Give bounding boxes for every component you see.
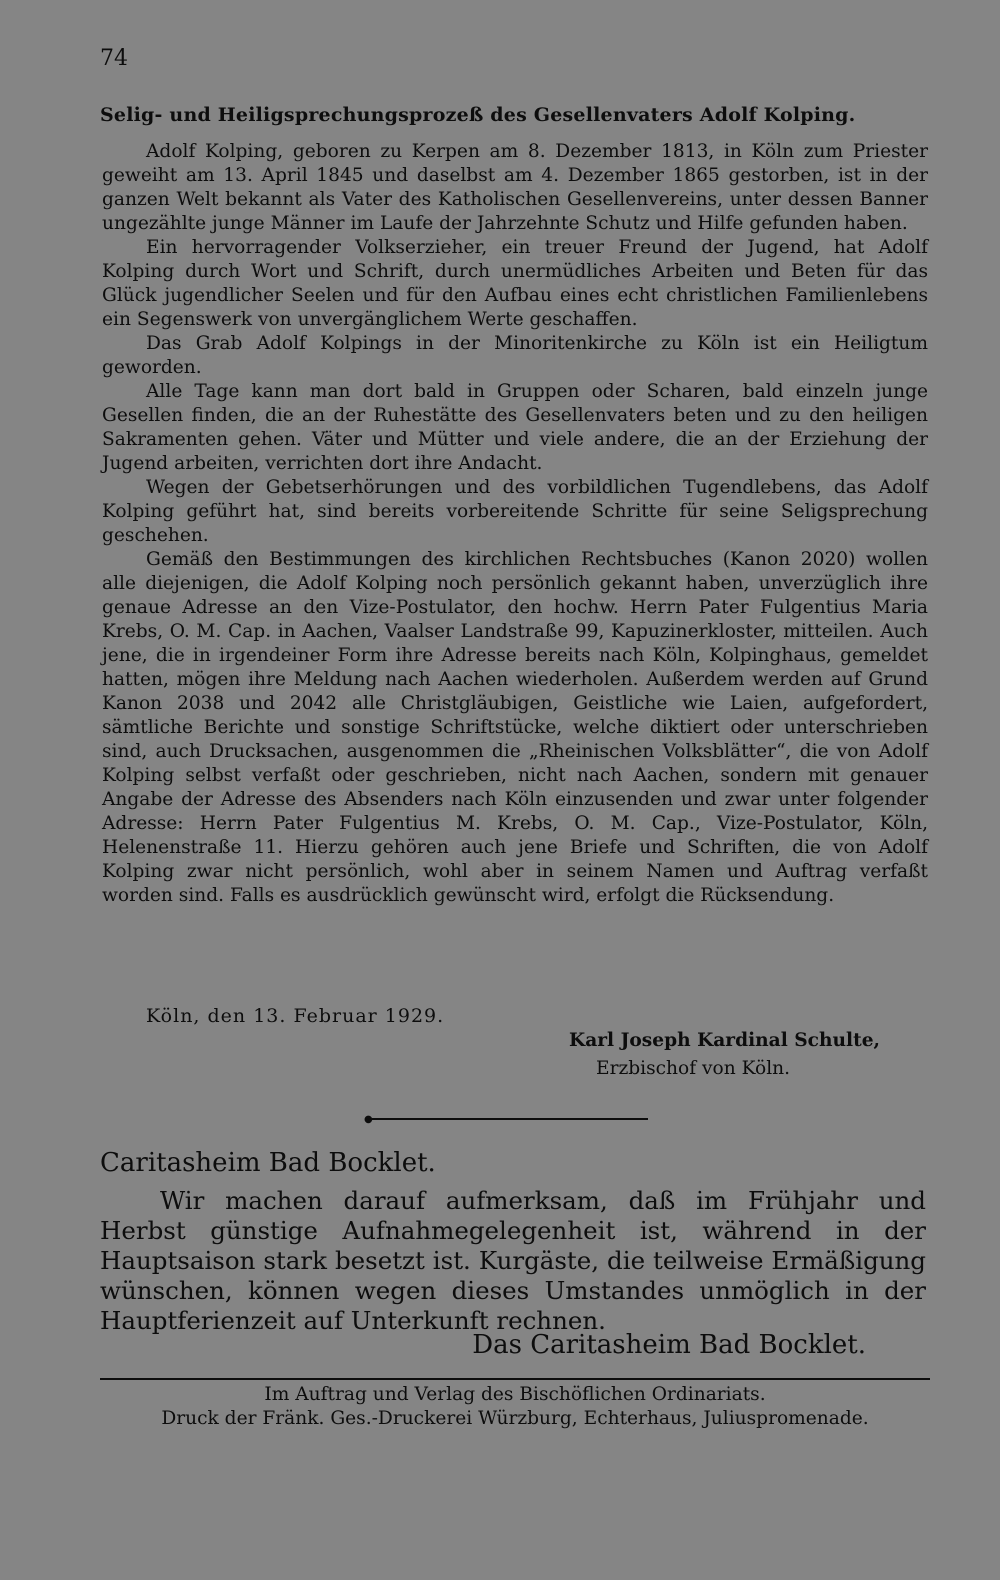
article-paragraph: Alle Tage kann man dort bald in Gruppen oder Scharen, bald einzeln junge Gesellen finden, die an der Ruhestätte des Gesellenvaters beten und zu den heiligen Sakramenten gehen. Väter und Mütter und viele andere, die an der Erziehung der Jugend arbeiten, verrichten dort ihre Andacht.	[102, 381, 928, 474]
signer-name: Karl Joseph Kardinal Schulte,	[569, 1030, 880, 1051]
article-body	[102, 140, 928, 908]
separator-dot: ●	[364, 1114, 373, 1125]
dateline: Köln, den 13. Februar 1929.	[146, 1005, 445, 1027]
notice-signature: Das Caritasheim Bad Bocklet.	[472, 1330, 866, 1360]
page-number: 74	[100, 46, 128, 71]
notice-heading: Caritasheim Bad Bocklet.	[100, 1148, 436, 1178]
article-heading: Selig- und Heiligsprechungsprozeß des Gesellenvaters Adolf Kolping.	[100, 104, 856, 126]
article-paragraph: Ein hervorragender Volkserzieher, ein treuer Freund der Jugend, hat Adolf Kolping durch Wort und Schrift, durch unermüdliches Arbeiten und Beten für das Glück jugendlicher Seelen und für den Aufbau eines echt christlichen Familienlebens ein Segenswerk von unvergänglichem Werte geschaffen.	[102, 237, 928, 330]
imprint-line-2: Druck der Fränk. Ges.-Druckerei Würzburg, Echterhaus, Juliuspromenade.	[161, 1408, 869, 1429]
section-divider	[372, 1118, 648, 1120]
imprint-line-1: Im Auftrag und Verlag des Bischöflichen Ordinariats.	[264, 1384, 766, 1405]
signer-title: Erzbischof von Köln.	[596, 1058, 791, 1079]
notice-paragraph: Wir machen darauf aufmerksam, daß im Frühjahr und Herbst günstige Aufnahmegelegenheit ist, während in der Hauptsaison stark besetzt ist. Kurgäste, die teilweise Ermäßigung wünschen, können wegen dieses Umstandes unmöglich in der Hauptferienzeit auf Unterkunft rechnen.	[100, 1186, 926, 1335]
footer-divider	[100, 1378, 930, 1380]
article-paragraph: Gemäß den Bestimmungen des kirchlichen Rechtsbuches (Kanon 2020) wollen alle diejenigen, die Adolf Kolping noch persönlich gekannt haben, unverzüglich ihre genaue Adresse an den Vize-Postulator, den hochw. Herrn Pater Fulgentius Maria Krebs, O. M. Cap. in Aachen, Vaalser Landstraße 99, Kapuzinerkloster, mitteilen. Auch jene, die in irgendeiner Form ihre Adresse bereits nach Köln, Kolpinghaus, gemeldet hatten, mögen ihre Meldung nach Aachen wiederholen. Außerdem werden auf Grund Kanon 2038 und 2042 alle Christgläubigen, Geistliche wie Laien, aufgefordert, sämtliche Berichte und sonstige Schriftstücke, welche diktiert oder unterschrieben sind, auch Drucksachen, ausgenommen die „Rheinischen Volksblätter“, die von Adolf Kolping selbst verfaßt oder geschrieben, nicht nach Aachen, sondern mit genauer Angabe der Adresse des Absenders nach Köln einzusenden und zwar unter folgender Adresse: Herrn Pater Fulgentius M. Krebs, O. M. Cap., Vize-Postulator, Köln, Helenenstraße 11. Hierzu gehören auch jene Briefe und Schriften, die von Adolf Kolping zwar nicht persönlich, wohl aber in seinem Namen und Auftrag verfaßt worden sind. Falls es ausdrücklich gewünscht wird, erfolgt die Rücksendung.	[102, 549, 928, 906]
article-paragraph: Wegen der Gebetserhörungen und des vorbildlichen Tugendlebens, das Adolf Kolping geführt hat, sind bereits vorbereitende Schritte für seine Seligsprechung geschehen.	[102, 477, 928, 546]
article-paragraph: Das Grab Adolf Kolpings in der Minoritenkirche zu Köln ist ein Heiligtum geworden.	[102, 333, 928, 378]
notice-body	[100, 1186, 926, 1336]
article-paragraph: Adolf Kolping, geboren zu Kerpen am 8. Dezember 1813, in Köln zum Priester geweiht am 13. April 1845 und daselbst am 4. Dezember 1865 gestorben, ist in der ganzen Welt bekannt als Vater des Katholischen Gesellenvereins, unter dessen Banner ungezählte junge Männer im Laufe der Jahrzehnte Schutz und Hilfe gefunden haben.	[102, 141, 928, 234]
